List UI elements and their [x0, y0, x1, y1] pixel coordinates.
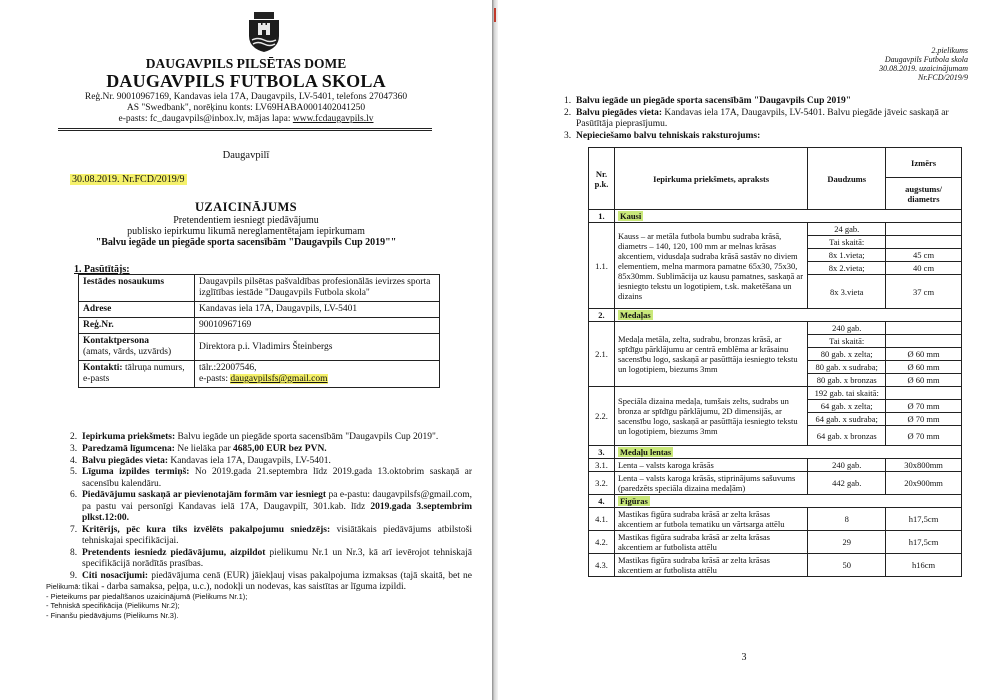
col-header-quantity: Daudzums: [808, 148, 886, 210]
table-value: Daugavpils pilsētas pašvaldības profesionālās ievirzes sporta izglītības iestāde "Daugavpils Futbola skola": [195, 275, 440, 302]
item-heading: Balvu iegāde un piegāde sporta sacensībām "Daugavpils Cup 2019": [576, 96, 852, 106]
table-value: 90010967169: [195, 318, 440, 334]
item-number: 1.: [564, 96, 572, 106]
item-number: 7.: [70, 524, 78, 535]
section-title: Medaļas: [619, 310, 651, 320]
section-title: Kausi: [619, 211, 642, 221]
row-quantity: 8: [808, 508, 886, 531]
row-description: Lenta – valsts karoga krāsās, stiprinājums sašuvums (paredzēts speciāla dizaina medaļām): [614, 472, 807, 495]
item-number: 4.: [70, 455, 78, 466]
row-size: 37 cm: [886, 275, 962, 309]
item-heading: Citi nosacījumi:: [82, 571, 148, 582]
row-quantity: 8x 3.vieta: [808, 275, 886, 309]
item-text: pa e-pastu: daugavpilsfs@gmail.com, pa pastu vai personīgi Kandavas ielā 17A, Daugavpilī, 301.kab. līdz: [82, 490, 472, 512]
section-cell: [614, 210, 961, 223]
item-heading: Kritērijs, pēc kura tiks izvēlēts pakalpojumu sniedzējs:: [82, 524, 331, 535]
table-row: [589, 472, 962, 495]
item-text: Balvu iegāde un piegāde sporta sacensībām "Daugavpils Cup 2019".: [175, 432, 439, 442]
row-description: Mastikas figūra sudraba krāsā ar zelta krāsas akcentiem ar futbolista attēlu: [614, 531, 807, 554]
header-divider: [58, 128, 432, 129]
row-size: Ø 70 mm: [886, 426, 962, 446]
label-bold: Kontaktpersona: [83, 336, 149, 346]
row-quantity: 192 gab. tai skaitā:: [808, 387, 886, 400]
row-number: 1.1.: [589, 223, 615, 309]
contact-email-link[interactable]: daugavpilsfs@gmail.com: [230, 374, 328, 384]
invitation-subtitle: Pretendentiem iesniegt piedāvājumu: [173, 215, 319, 226]
table-row: [79, 302, 440, 318]
item-heading: Balvu piegādes vieta:: [82, 455, 169, 466]
row-size: h17,5cm: [886, 508, 962, 531]
row-size: 40 cm: [886, 262, 962, 275]
item-heading: Nepieciešamo balvu tehniskais raksturojums:: [576, 131, 761, 141]
right-page: [498, 0, 990, 700]
section-title: Medaļu lentas: [619, 447, 672, 457]
row-size: [886, 322, 962, 335]
section-number: 4.: [589, 495, 615, 508]
section-number: 3.: [589, 446, 615, 459]
list-item: [70, 444, 472, 455]
specification-intro-list: [564, 96, 964, 143]
conditions-list: [70, 432, 472, 594]
row-size: Ø 70 mm: [886, 413, 962, 426]
item-text: Kandavas iela 17A, Daugavpils, LV-5401.: [168, 455, 331, 466]
coat-of-arms-icon: [246, 12, 282, 52]
row-number: 4.3.: [589, 554, 615, 577]
technical-spec-table: [588, 147, 962, 577]
table-row: [79, 318, 440, 334]
table-value: Kandavas iela 17A, Daugavpils, LV-5401: [195, 302, 440, 318]
row-quantity: 80 gab. x bronzas: [808, 374, 886, 387]
col-header-item: Iepirkuma priekšmets, apraksts: [614, 148, 807, 210]
attachments-title: Pielikumā:: [46, 582, 81, 591]
row-quantity: 64 gab. x sudraba;: [808, 413, 886, 426]
row-quantity: 8x 1.vieta;: [808, 249, 886, 262]
item-text: pielikumu Nr.1 un Nr.3, kā arī ievērojot tehniskajā specifikācijā norādītās prasības.: [82, 547, 473, 570]
row-quantity: 80 gab. x sudraba;: [808, 361, 886, 374]
col-header-size: Izmērs: [886, 148, 962, 178]
item-heading: Pretendents iesniedz piedāvājumu, aizpildot: [82, 547, 266, 558]
item-number: 3.: [70, 443, 78, 454]
list-item: [70, 548, 472, 571]
list-item: [70, 456, 472, 467]
section-cell: [614, 309, 961, 322]
row-quantity: 240 gab.: [808, 459, 886, 472]
section-number: 1.: [589, 210, 615, 223]
document-reference: 30.08.2019. Nr.FCD/2019/9: [72, 174, 185, 185]
header-website-link[interactable]: www.fcdaugavpils.lv: [292, 114, 374, 124]
row-quantity: 50: [808, 554, 886, 577]
table-label: [79, 361, 195, 388]
item-text: piedāvājuma cenā (EUR) jāiekļauj visas pakalpojuma izmaksas (tajā skaitā, bet ne tikai - darba samaksa, peļņa, u.c.), nodokļi un nodevas, kas saistītas ar līguma izpildi.: [82, 571, 472, 593]
item-heading: Līguma izpildes termiņš:: [82, 467, 190, 478]
row-quantity: 80 gab. x zelta;: [808, 348, 886, 361]
row-number: 4.2.: [589, 531, 615, 554]
table-row: [589, 508, 962, 531]
section-cell: [614, 446, 961, 459]
row-size: [886, 387, 962, 400]
table-row: [79, 334, 440, 361]
table-section-row: [589, 446, 962, 459]
section-customer-title: 1. Pasūtītājs:: [74, 264, 130, 275]
table-row: [589, 387, 962, 400]
row-size: h16cm: [886, 554, 962, 577]
table-value: Direktora p.i. Vladimirs Šteinbergs: [195, 334, 440, 361]
row-quantity: 8x 2.vieta;: [808, 262, 886, 275]
row-description: Speciāla dizaina medaļa, tumšais zelts, sudrabs un bronza ar spīdīgu pārklājumu, 2D dimensijās, ar sacensību logo, saskaņā ar pasūtītāja iesniegto tekstu un logotipiem, biezums 3mm: [614, 387, 807, 446]
header-divider: [58, 130, 432, 131]
header-registration-line: Reģ.Nr. 90010967169, Kandavas iela 17A, Daugavpils, LV-5401, telefons 27047360: [84, 92, 408, 102]
row-quantity: Tai skaitā:: [808, 236, 886, 249]
table-row: [589, 459, 962, 472]
customer-info-table: [78, 274, 440, 388]
item-number: 5.: [70, 467, 78, 478]
section-number: 2.: [589, 309, 615, 322]
section-cell: [614, 495, 961, 508]
item-number: 2.: [564, 108, 572, 118]
table-label: Adrese: [79, 302, 195, 318]
table-row: [589, 322, 962, 335]
table-section-row: [589, 495, 962, 508]
table-label: [79, 334, 195, 361]
invitation-subtitle: publisko iepirkumu likumā nereglamentētajam iepirkumam: [127, 226, 365, 237]
row-number: 4.1.: [589, 508, 615, 531]
item-text: No 2019.gada 21.septembra līdz 2019.gada 13.oktobrim saskaņā ar sacensību kalendāru.: [82, 467, 472, 489]
row-quantity: 64 gab. x zelta;: [808, 400, 886, 413]
header-email: fc_daugavpils@inbox.lv: [149, 114, 243, 124]
row-quantity: 442 gab.: [808, 472, 886, 495]
table-section-row: [589, 309, 962, 322]
spine-marker: [494, 8, 496, 22]
list-item: [70, 467, 472, 490]
item-heading: Piedāvājumu saskaņā ar pievienotajām formām var iesniegt: [82, 490, 327, 501]
invitation-title: UZAICINĀJUMS: [194, 200, 298, 214]
row-size: Ø 60 mm: [886, 361, 962, 374]
annex-note: 2.pielikums: [931, 46, 968, 55]
annex-note: Daugavpils Futbola skola: [884, 55, 968, 64]
header-contact-line: [0, 114, 492, 125]
table-label: Iestādes nosaukums: [79, 275, 195, 302]
item-number: 6.: [70, 490, 78, 501]
table-row: [79, 275, 440, 302]
row-quantity: Tai skaitā:: [808, 335, 886, 348]
table-row: [589, 531, 962, 554]
item-number: 3.: [564, 131, 572, 141]
attachment-item: - Finanšu piedāvājums (Pielikums Nr.3).: [46, 610, 179, 620]
list-item: [564, 96, 964, 107]
annex-note: 30.08.2019. uzaicinājumam: [879, 64, 968, 73]
table-label: Reģ.Nr.: [79, 318, 195, 334]
row-number: 3.2.: [589, 472, 615, 495]
header-bank-line: AS "Swedbank", norēķinu konts: LV69HABA0001402041250: [126, 103, 366, 113]
city-name: Daugavpilī: [222, 150, 270, 161]
label-detail: tālruņa numurs, e-pasts: [83, 363, 185, 384]
item-text: Ne lielāka par: [174, 443, 233, 454]
row-description: Lenta – valsts karoga krāsās: [614, 459, 807, 472]
item-emphasis: 4685,00 EUR bez PVN.: [233, 443, 327, 454]
row-quantity: 64 gab. x bronzas: [808, 426, 886, 446]
item-heading: Iepirkuma priekšmets:: [82, 432, 176, 442]
table-row: [589, 223, 962, 236]
row-size: [886, 236, 962, 249]
item-number: 9.: [70, 571, 78, 582]
item-heading: Balvu piegādes vieta:: [576, 108, 663, 118]
item-text: visiātākais piedāvājums atbilstoši tehniskajai specifikācijai.: [82, 524, 472, 547]
row-size: Ø 60 mm: [886, 374, 962, 387]
label-detail: (amats, vārds, uzvārds): [83, 347, 172, 357]
table-section-row: [589, 210, 962, 223]
item-text: Kandavas iela 17A, Daugavpils, LV-5401. Balvu piegāde jāveic saskaņā ar Pasūtītāja pieprasījumu.: [576, 108, 949, 129]
table-header-row: [589, 148, 962, 178]
row-number: 3.1.: [589, 459, 615, 472]
col-header-number: Nr. p.k.: [589, 148, 615, 210]
website-prefix: , mājas lapa:: [242, 114, 293, 124]
col-header-size-detail: augstums/ diametrs: [886, 178, 962, 210]
attachments-list: [46, 582, 247, 620]
label-bold: Kontakti:: [83, 363, 123, 373]
list-item: [70, 432, 472, 443]
header-city-council: DAUGAVPILS PILSĒTAS DOME: [145, 56, 347, 71]
row-quantity: 24 gab.: [808, 223, 886, 236]
row-number: 2.1.: [589, 322, 615, 387]
row-description: Mastikas figūra sudraba krāsā ar zelta krāsas akcentiem ar futbolista attēlu: [614, 554, 807, 577]
list-item: [70, 490, 472, 524]
item-emphasis: 2019.gada 3.septembrim plkst.12:00.: [82, 501, 473, 524]
row-quantity: 29: [808, 531, 886, 554]
section-title: Figūras: [619, 496, 648, 506]
email-prefix: e-pasts:: [199, 374, 231, 384]
header-school-name: DAUGAVPILS FUTBOLA SKOLA: [106, 71, 386, 91]
row-size: Ø 70 mm: [886, 400, 962, 413]
row-size: 45 cm: [886, 249, 962, 262]
attachment-item: - Tehniskā specifikācija (Pielikums Nr.2);: [46, 601, 180, 610]
invitation-subject: "Balvu iegāde un piegāde sporta sacensībām "Daugavpils Cup 2019"": [95, 237, 397, 248]
table-row: [79, 361, 440, 388]
row-size: [886, 335, 962, 348]
list-item: [70, 525, 472, 548]
row-size: 30x800mm: [886, 459, 962, 472]
item-heading: Paredzamā līgumcena:: [82, 443, 175, 454]
row-size: 20x900mm: [886, 472, 962, 495]
item-number: 2.: [70, 432, 78, 442]
left-page: [0, 0, 492, 700]
list-item: [564, 131, 964, 142]
annex-note: Nr.FCD/2019/9: [917, 73, 968, 82]
row-description: Mastikas figūra sudraba krāsā ar zelta krāsas akcentiem ar futbola tematiku un vārtsarga attēlu: [614, 508, 807, 531]
row-quantity: 240 gab.: [808, 322, 886, 335]
row-number: 2.2.: [589, 387, 615, 446]
row-size: Ø 60 mm: [886, 348, 962, 361]
page-number: 3: [741, 652, 747, 663]
row-description: Kauss – ar metāla futbola bumbu sudraba krāsā, diametrs – 140, 120, 100 mm ar melnas krāsas akcentiem, vidusdaļa sudraba krāsā sastāv no diviem elementiem, melna marmora pamatne 65x30, 75x30, 85x30mm. Sublimācija uz kausu pamatnes, saskaņā ar iesniegto tekstu un logotipiem, t.sk. maketēšana un dizains: [614, 223, 807, 309]
row-size: [886, 223, 962, 236]
table-row: [589, 554, 962, 577]
row-description: Medaļa metāla, zelta, sudrabu, bronzas krāsā, ar spīdīgu pārklājumu ar centrā emblēma ar krāsainu sacensību logo, saskaņā ar pasūtītāja iesniegto tekstu un logotipiem, biezums 3mm: [614, 322, 807, 387]
list-item: [564, 108, 964, 130]
row-size: h17,5cm: [886, 531, 962, 554]
attachment-item: - Pieteikums par piedalīšanos uzaicinājumā (Pielikums Nr.1);: [46, 591, 248, 601]
phone-number: tālr.:22007546,: [199, 363, 257, 373]
email-prefix: e-pasts:: [118, 114, 150, 124]
item-number: 8.: [70, 547, 78, 558]
table-value: [195, 361, 440, 388]
